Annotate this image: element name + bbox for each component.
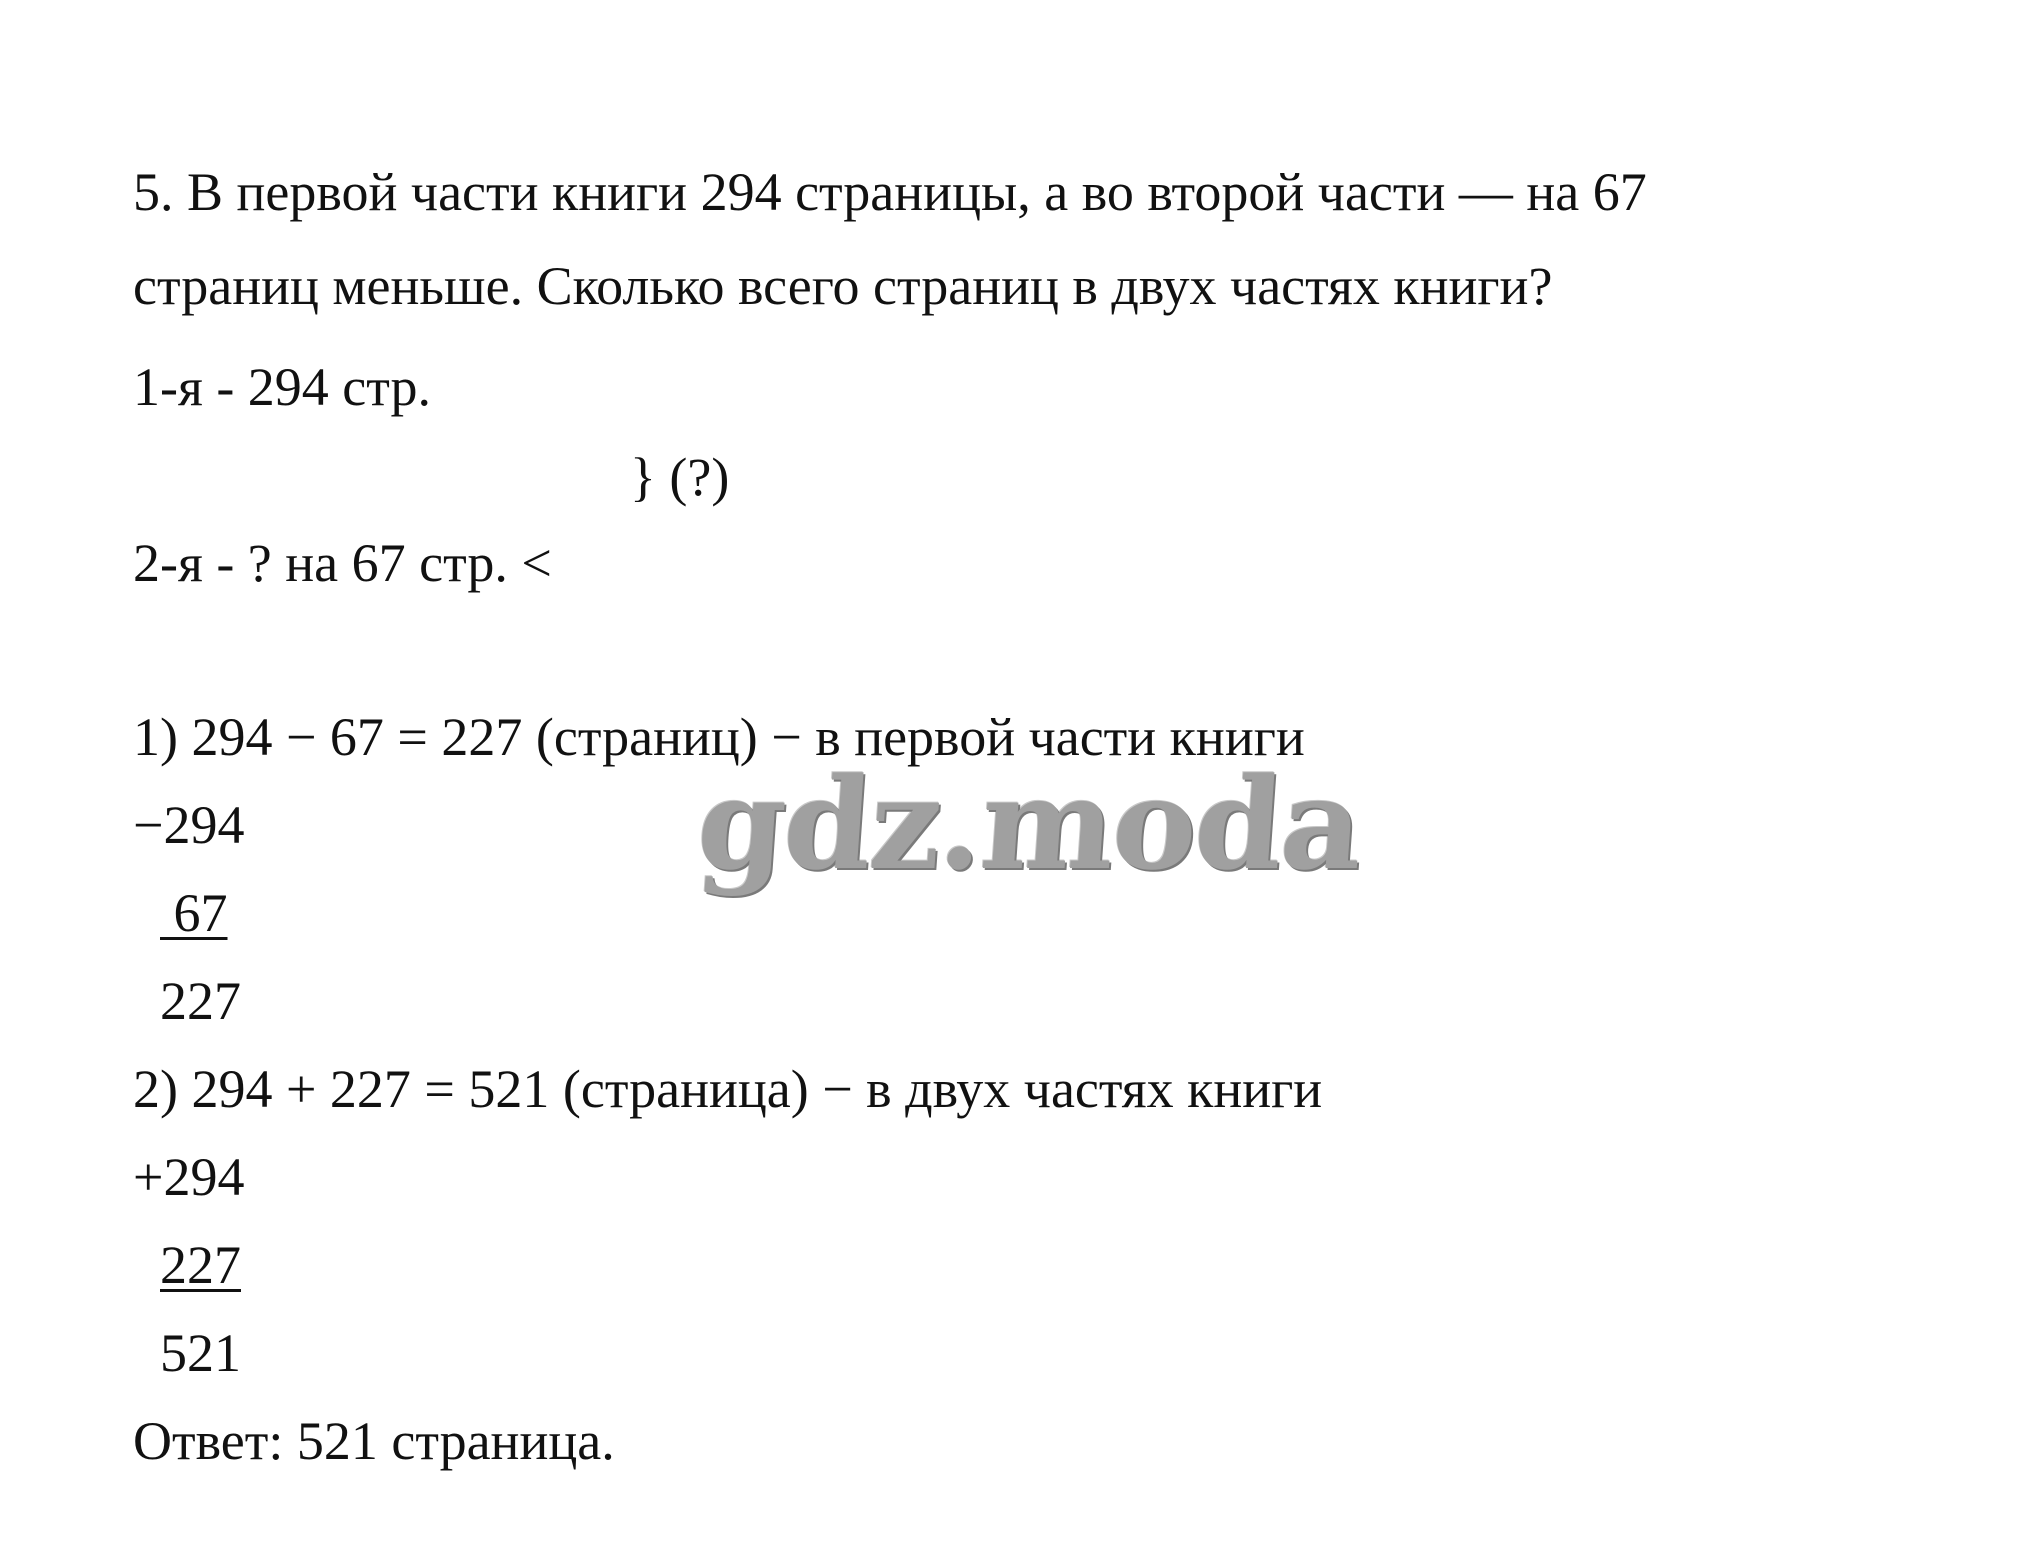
condition-second-part: 2-я - ? на 67 стр. < bbox=[133, 533, 552, 593]
step-2-result: 521 bbox=[160, 1323, 241, 1383]
step-1-result: 227 bbox=[160, 971, 241, 1031]
step-1-subtrahend: 67 bbox=[160, 883, 228, 943]
step-2-addend-2: 227 bbox=[160, 1235, 241, 1295]
step-1-minuend: −294 bbox=[133, 795, 245, 855]
step-1-equation: 1) 294 − 67 = 227 (страниц) − в первой части книги bbox=[133, 707, 1305, 767]
condition-brace: } (?) bbox=[630, 447, 730, 507]
problem-statement bbox=[133, 145, 1893, 333]
answer-line: Ответ: 521 страница. bbox=[133, 1411, 615, 1471]
step-2-equation: 2) 294 + 227 = 521 (страница) − в двух частях книги bbox=[133, 1059, 1323, 1119]
problem-line-2: страниц меньше. Сколько всего страниц в двух частях книги? bbox=[133, 256, 1553, 316]
condition-first-part: 1-я - 294 стр. bbox=[133, 357, 432, 417]
problem-line-1: 5. В первой части книги 294 страницы, а во второй части — на 67 bbox=[133, 162, 1647, 222]
step-2-addend-1: +294 bbox=[133, 1147, 245, 1207]
watermark-logo: gdz.moda bbox=[692, 750, 1366, 898]
